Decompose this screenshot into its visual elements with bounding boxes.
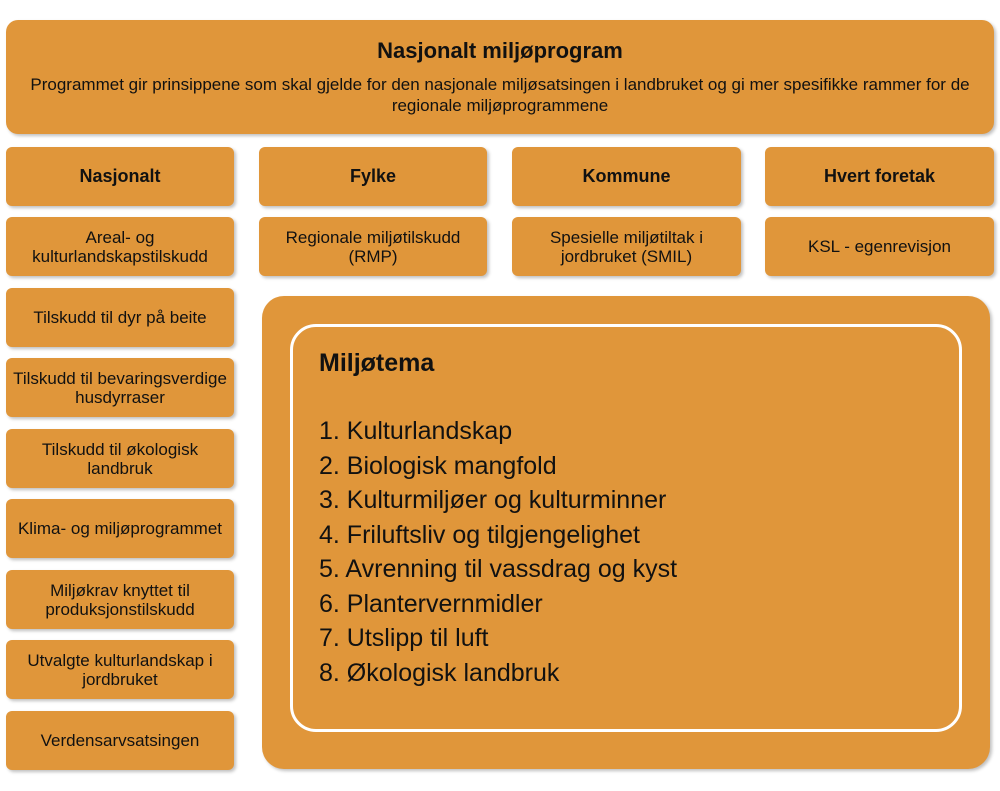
header-hvert-foretak: Hvert foretak: [765, 147, 994, 206]
item-ksl-egenrevisjon: KSL - egenrevisjon: [765, 217, 994, 276]
item-klima-miljoprogrammet: Klima- og miljøprogrammet: [6, 499, 234, 558]
theme-item: 3. Kulturmiljøer og kulturminner: [319, 486, 667, 514]
theme-item: 8. Økologisk landbruk: [319, 658, 560, 687]
theme-item: 4. Friluftsliv og tilgjengelighet: [319, 520, 640, 549]
theme-item: 2. Biologisk mangfold: [319, 451, 557, 480]
item-dyr-pa-beite: Tilskudd til dyr på beite: [6, 288, 234, 347]
national-program-description: Programmet gir prinsippene som skal gjelde for den nasjonale miljøsatsingen i landbruket og gi mer spesifikke rammer for de regionale miljøprogrammene: [30, 75, 970, 115]
header-fylke: Fylke: [259, 147, 487, 206]
item-smil: Spesielle miljøtiltak i jordbruket (SMIL): [512, 217, 741, 276]
environmental-themes-panel: [262, 296, 990, 769]
national-program-box: [6, 20, 994, 134]
national-program-title: Nasjonalt miljøprogram: [377, 38, 623, 63]
header-nasjonalt: Nasjonalt: [6, 147, 234, 206]
item-areal-kulturlandskapstilskudd: Areal- og kulturlandskapstilskudd: [6, 217, 234, 276]
theme-item: 1. Kulturlandskap: [319, 417, 513, 445]
environmental-themes-frame: [290, 324, 962, 732]
item-okologisk-landbruk-tilskudd: Tilskudd til økologisk landbruk: [6, 429, 234, 488]
environmental-themes-title: Miljøtema: [319, 349, 435, 377]
item-regionale-miljotilskudd: Regionale miljøtilskudd (RMP): [259, 217, 487, 276]
theme-item: 5. Avrenning til vassdrag og kyst: [319, 555, 678, 583]
item-bevaringsverdige-husdyrraser: Tilskudd til bevaringsverdige husdyrraser: [6, 358, 234, 417]
theme-item: 7. Utslipp til luft: [319, 624, 489, 652]
item-miljokrav-produksjonstilskudd: Miljøkrav knyttet til produksjonstilskudd: [6, 570, 234, 629]
item-verdensarvsatsingen: Verdensarvsatsingen: [6, 711, 234, 770]
header-kommune: Kommune: [512, 147, 741, 206]
theme-item: 6. Plantervernmidler: [319, 589, 543, 618]
environmental-themes-list: [319, 414, 959, 690]
item-utvalgte-kulturlandskap: Utvalgte kulturlandskap i jordbruket: [6, 640, 234, 699]
